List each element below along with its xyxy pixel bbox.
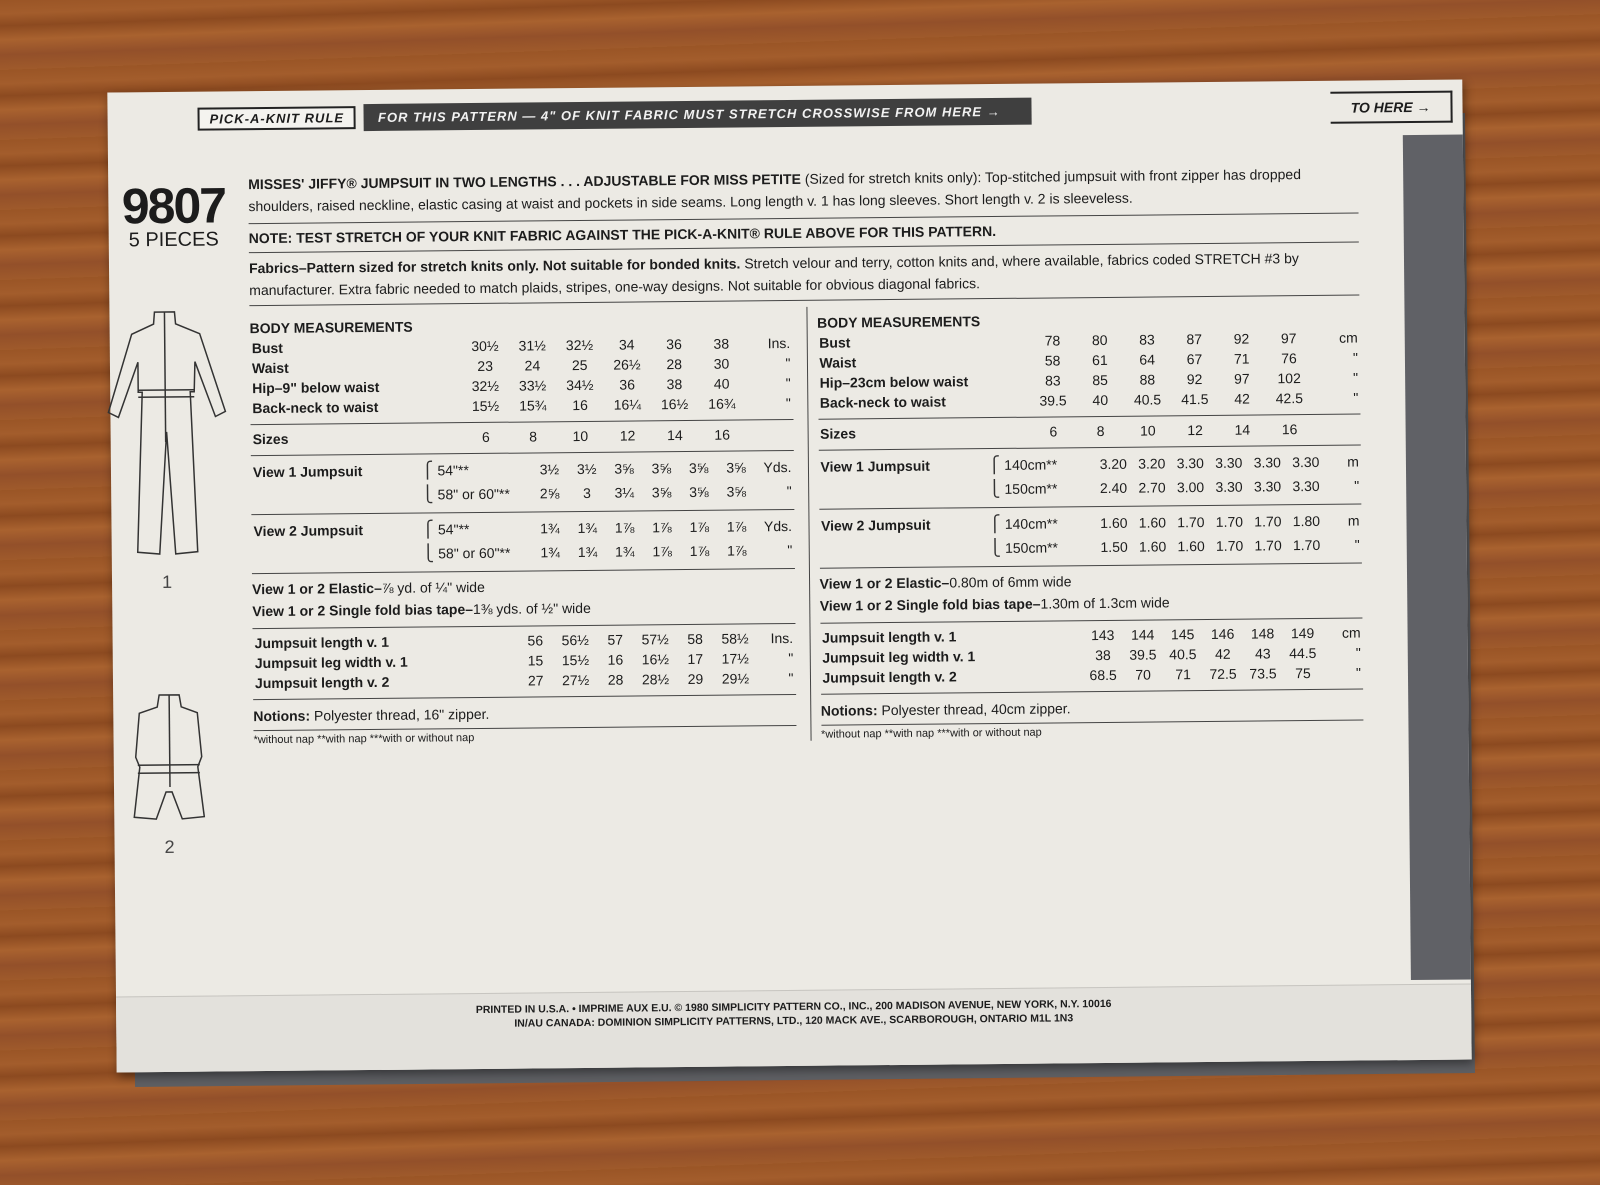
length-unit: " <box>1355 644 1361 661</box>
yardage-unit: " <box>1354 536 1360 553</box>
length-value: 17½ <box>721 650 749 667</box>
fabric-width: 140cm** <box>1004 515 1058 532</box>
fabric-width: 54"** <box>437 462 469 479</box>
short-jumpsuit-illustration <box>93 686 244 837</box>
imperial-body-table <box>250 333 793 418</box>
metric-view1-section <box>818 446 1361 510</box>
fabric-width: 58" or 60"** <box>438 544 511 562</box>
size-value: 8 <box>1096 422 1105 440</box>
measurement-value: 32½ <box>471 377 500 395</box>
metric-notions <box>821 689 1364 725</box>
yardage-value: 1.60 <box>1138 538 1167 555</box>
yardage-row <box>819 474 1362 503</box>
pick-a-knit-banner <box>197 92 1452 134</box>
elastic-value: ⅞ yd. of ¼" wide <box>381 578 485 596</box>
pattern-number-block <box>108 176 239 252</box>
printed-line-1: PRINTED IN U.S.A. • IMPRIME AUX E.U. © 1980 SIMPLICITY PATTERN CO., INC., 200 MADISON AVENUE, NEW YORK, N.Y. 10016 <box>475 997 1112 1017</box>
yardage-value: 3⅝ <box>726 483 747 500</box>
length-value: 56½ <box>561 631 589 649</box>
length-value: 39.5 <box>1129 646 1157 663</box>
metric-body-table <box>817 328 1360 413</box>
measurement-value: 32½ <box>565 336 594 354</box>
measurement-label: Back-neck to waist <box>252 398 379 417</box>
imperial-lengths-section <box>252 624 795 700</box>
measurement-unit: Ins. <box>767 334 791 352</box>
yardage-value: 1.70 <box>1215 537 1244 554</box>
measurement-row <box>818 388 1361 413</box>
length-unit: " <box>788 649 794 667</box>
metric-view1-yardage-table <box>818 450 1361 503</box>
measurement-value: 34½ <box>566 376 594 394</box>
yardage-value: 1⅞ <box>689 518 710 535</box>
length-spacer <box>432 651 516 672</box>
yardage-value: 3.30 <box>1292 453 1320 471</box>
yardage-view-label: View 2 Jumpsuit <box>820 516 931 534</box>
metric-body-heading: BODY MEASUREMENTS <box>816 313 981 331</box>
measurement-label: Hip–9" below waist <box>252 378 380 397</box>
brace-glyph: ⎩ <box>422 545 435 563</box>
yardage-value: 1.60 <box>1177 538 1205 555</box>
measurement-value: 30½ <box>471 337 499 355</box>
yardage-view-label <box>251 483 420 509</box>
yardage-value: 1⅞ <box>727 542 747 559</box>
length-value: 148 <box>1250 625 1275 642</box>
measurement-unit: cm <box>1338 329 1358 346</box>
measurement-value: 40 <box>1092 391 1109 409</box>
measurement-label: Waist <box>819 354 857 371</box>
measurement-value: 16¾ <box>708 395 736 412</box>
yardage-value: 1⅞ <box>652 543 672 560</box>
pick-a-knit-logo: PICK-A-KNIT RULE <box>197 106 356 131</box>
measurement-value: 31½ <box>518 337 546 354</box>
measurement-value: 83 <box>1139 331 1155 348</box>
yardage-view-label <box>252 542 421 568</box>
size-value: 16 <box>714 426 731 443</box>
yardage-unit: " <box>786 482 792 500</box>
yardage-view-label <box>819 477 987 503</box>
length-value: 40.5 <box>1169 646 1197 663</box>
length-value: 38 <box>1095 646 1111 664</box>
length-value: 73.5 <box>1249 665 1277 682</box>
measurement-value: 42 <box>1234 390 1250 407</box>
nap-footnote: *without nap **with nap ***with or without nap <box>253 732 475 747</box>
measurement-value: 42.5 <box>1275 390 1304 407</box>
bias-tape-value: 1⅜ yds. of ½" wide <box>472 599 591 618</box>
yardage-row <box>819 533 1362 562</box>
yardage-view-label: View 1 Jumpsuit <box>820 457 930 475</box>
yardage-value: 2⅝ <box>539 485 560 502</box>
length-unit: Ins. <box>770 629 794 647</box>
elastic-label: View 1 or 2 Elastic– <box>252 579 382 598</box>
imperial-view2-section <box>251 510 794 574</box>
size-value: 12 <box>619 427 636 444</box>
fabric-width: 150cm** <box>1004 480 1058 497</box>
yardage-unit: Yds. <box>763 517 793 535</box>
measurement-unit: " <box>785 354 791 372</box>
measurement-value: 30 <box>713 355 730 372</box>
yardage-value: 1.50 <box>1100 538 1128 556</box>
yardage-value: 3½ <box>539 461 560 478</box>
yardage-value: 3.30 <box>1253 478 1282 495</box>
fabric-width: 54"** <box>437 521 470 538</box>
measurement-value: 85 <box>1092 371 1108 389</box>
yardage-value: 3⅝ <box>688 459 709 476</box>
length-value: 44.5 <box>1289 644 1317 662</box>
yardage-unit: " <box>787 541 793 559</box>
long-jumpsuit-illustration <box>89 301 242 572</box>
measurement-value: 25 <box>571 356 588 374</box>
measurement-value: 16¼ <box>613 396 642 413</box>
yardage-value: 1.70 <box>1177 514 1205 531</box>
length-label: Jumpsuit length v. 2 <box>822 668 957 686</box>
measurement-unit: " <box>785 394 791 412</box>
length-value: 27 <box>527 672 544 689</box>
yardage-value: 1⅞ <box>652 519 672 536</box>
measurement-value: 76 <box>1281 350 1297 367</box>
imperial-view1-yardage-table <box>251 455 794 508</box>
brace-glyph: ⎩ <box>421 486 434 504</box>
yardage-value: 3¼ <box>614 484 635 501</box>
elastic-label: View 1 or 2 Elastic– <box>819 574 950 592</box>
brace-glyph: ⎩ <box>988 539 1002 558</box>
brace-glyph: ⎧ <box>421 462 434 480</box>
measurement-value: 33½ <box>518 377 547 394</box>
yardage-value: 1.70 <box>1254 537 1282 554</box>
yardage-value: 1.60 <box>1100 514 1128 532</box>
fabric-width: 58" or 60"** <box>437 485 510 503</box>
stretch-instruction: FOR THIS PATTERN — 4" OF KNIT FABRIC MUST STRETCH CROSSWISE FROM HERE → <box>364 97 1032 130</box>
measurement-value: 40 <box>713 375 730 392</box>
size-value: 12 <box>1187 422 1203 439</box>
measurement-unit: " <box>1353 369 1359 386</box>
metric-lengths-table <box>820 623 1363 688</box>
size-value: 14 <box>1234 421 1251 438</box>
fabric-width: 150cm** <box>1004 539 1059 556</box>
length-value: 29½ <box>721 670 750 687</box>
fabric-width: 140cm** <box>1004 456 1058 473</box>
view-2-label: 2 <box>164 836 175 858</box>
measurement-value: 15½ <box>471 397 500 415</box>
yardage-view-label: View 2 Jumpsuit <box>253 522 364 540</box>
imperial-view1-section <box>251 451 794 515</box>
brace-glyph: ⎧ <box>988 456 1001 475</box>
length-value: 15½ <box>561 651 590 669</box>
length-label: Jumpsuit leg width v. 1 <box>822 648 976 666</box>
measurement-value: 41.5 <box>1181 390 1209 408</box>
measurement-value: 16½ <box>660 395 689 413</box>
measurement-label: Waist <box>251 359 289 377</box>
brace-glyph: ⎧ <box>988 515 1001 534</box>
length-row <box>253 668 796 693</box>
yardage-value: 3.30 <box>1176 455 1204 472</box>
measurement-value: 38 <box>666 376 683 393</box>
pattern-envelope <box>107 80 1471 1073</box>
brace-glyph: ⎧ <box>421 521 435 539</box>
measurement-value: 71 <box>1233 350 1250 367</box>
length-unit: " <box>788 669 794 687</box>
yardage-value: 3⅝ <box>689 483 709 500</box>
length-value: 57 <box>607 631 624 648</box>
length-label: Jumpsuit length v. 1 <box>822 628 957 646</box>
envelope-gray-edge <box>1403 135 1471 981</box>
pattern-number: 9807 <box>121 177 226 235</box>
yardage-value: 1⅞ <box>689 542 710 559</box>
measurement-label: Bust <box>819 334 851 351</box>
yardage-value: 3.00 <box>1176 479 1205 496</box>
measurement-unit: " <box>1352 349 1359 366</box>
length-spacer <box>999 645 1083 666</box>
sizes-unit-spacer <box>746 424 794 444</box>
length-label: Jumpsuit leg width v. 1 <box>254 653 408 672</box>
measurement-value: 92 <box>1233 330 1250 347</box>
yardage-value: 3⅝ <box>726 459 746 476</box>
measurement-value: 26½ <box>613 356 641 373</box>
measurement-value: 92 <box>1186 371 1203 388</box>
pattern-details <box>248 163 1363 747</box>
length-value: 17 <box>687 650 704 667</box>
length-spacer <box>999 665 1083 686</box>
printed-line-2: IN/AU CANADA: DOMINION SIMPLICITY PATTERNS, LTD., 120 MACK AVE., SCARBOROUGH, ONTARIO M1L 1N3 <box>514 1012 1074 1030</box>
imperial-notions-extra <box>252 569 795 629</box>
length-value: 27½ <box>561 671 590 689</box>
length-spacer <box>432 671 516 692</box>
size-value: 10 <box>572 427 589 445</box>
length-value: 16 <box>607 651 624 668</box>
measurement-value: 78 <box>1044 332 1061 349</box>
yardage-unit: m <box>1347 453 1360 470</box>
measurement-unit: " <box>785 374 791 392</box>
yardage-unit: Yds. <box>763 458 792 476</box>
yardage-value: 3.30 <box>1215 454 1243 471</box>
yardage-value: 1¾ <box>577 519 598 537</box>
measurement-value: 83 <box>1044 372 1061 389</box>
length-value: 16½ <box>641 651 670 668</box>
measurement-value: 16 <box>572 396 588 414</box>
size-value: 6 <box>1049 423 1058 440</box>
measurement-value: 97 <box>1280 330 1297 347</box>
yardage-row <box>252 538 795 567</box>
description-text: (Sized for stretch knits only): Top-stitched jumpsuit with front zipper has dropped shoulders, raised neckline, elastic casing at waist and pockets in side seams. Long length v. 1 has long sleeves. Short length v. 2 is sleeveless. <box>248 166 1302 215</box>
bias-tape-line <box>820 590 1363 617</box>
measurement-label: Bust <box>251 339 283 357</box>
measurement-value: 97 <box>1234 370 1250 387</box>
metric-body-section <box>817 302 1361 420</box>
sizes-unit-spacer <box>1313 419 1361 439</box>
yardage-value: 3⅝ <box>651 460 672 477</box>
yardage-value: 3.20 <box>1138 455 1166 472</box>
yardage-view-label <box>819 536 987 562</box>
measurement-row <box>250 393 793 418</box>
length-unit: " <box>1355 664 1362 681</box>
yardage-unit: " <box>1354 477 1360 494</box>
metric-lengths-section <box>820 619 1363 695</box>
yardage-value: 1¾ <box>540 544 560 561</box>
length-value: 68.5 <box>1089 666 1117 684</box>
measurement-value: 28 <box>666 356 683 373</box>
length-value: 143 <box>1090 626 1115 644</box>
length-value: 29 <box>687 670 704 687</box>
to-here-mark: TO HERE → <box>1331 91 1453 124</box>
length-value: 42 <box>1214 645 1231 662</box>
yardage-row <box>251 479 794 508</box>
length-value: 58 <box>687 630 703 647</box>
yardage-value: 1¾ <box>540 520 560 537</box>
measurement-value: 36 <box>666 336 682 353</box>
metric-notions-extra <box>819 564 1362 624</box>
metric-chart <box>806 302 1364 741</box>
measurement-value: 23 <box>477 357 494 374</box>
length-value: 56 <box>527 632 544 649</box>
measurement-value: 24 <box>524 357 541 374</box>
imperial-body-heading: BODY MEASUREMENTS <box>249 318 413 337</box>
bias-tape-label: View 1 or 2 Single fold bias tape– <box>819 595 1041 614</box>
bias-tape-line <box>252 595 795 622</box>
length-value: 70 <box>1135 666 1151 683</box>
yardage-value: 1⅞ <box>614 519 635 536</box>
length-value: 72.5 <box>1209 665 1237 682</box>
measurement-value: 80 <box>1091 331 1108 349</box>
length-value: 144 <box>1130 626 1155 643</box>
yardage-value: 3⅝ <box>651 484 672 501</box>
measurement-unit: " <box>1353 389 1359 406</box>
length-value: 15 <box>527 652 544 669</box>
yardage-value: 3.20 <box>1099 455 1127 473</box>
length-value: 146 <box>1210 625 1235 642</box>
metric-sizes-table <box>818 419 1361 444</box>
imperial-lengths-table <box>253 628 796 693</box>
measurement-value: 36 <box>619 376 636 393</box>
view-1-sketch <box>89 301 242 593</box>
length-value: 43 <box>1254 645 1271 662</box>
notions-text: Polyester thread, 40cm zipper. <box>877 700 1071 719</box>
length-value: 149 <box>1290 624 1315 642</box>
notions-label: Notions: <box>253 707 311 725</box>
yardage-value: 3 <box>582 484 591 501</box>
description-title: MISSES' JIFFY® JUMPSUIT IN TWO LENGTHS . . . ADJUSTABLE FOR MISS PETITE <box>248 170 801 193</box>
length-value: 57½ <box>641 631 669 648</box>
yardage-value: 3.30 <box>1292 477 1320 495</box>
length-unit: cm <box>1341 624 1361 641</box>
metric-sizes-section <box>818 415 1361 451</box>
yardage-value: 3.30 <box>1215 478 1243 495</box>
yardage-unit: m <box>1347 512 1360 529</box>
measurement-value: 15¾ <box>519 397 547 414</box>
length-value: 58½ <box>721 630 749 647</box>
length-label: Jumpsuit length v. 2 <box>254 673 390 692</box>
imperial-sizes-table <box>251 424 794 449</box>
imperial-chart <box>249 307 796 746</box>
length-spacer <box>999 625 1083 646</box>
notions-text: Polyester thread, 16" zipper. <box>310 705 490 724</box>
yardage-value: 2.40 <box>1099 479 1128 497</box>
length-value: 28½ <box>641 671 670 688</box>
measurement-value: 67 <box>1186 351 1203 368</box>
elastic-value: 0.80m of 6mm wide <box>949 573 1072 591</box>
view-2-sketch <box>93 686 245 858</box>
yardage-value: 3½ <box>576 460 597 478</box>
bias-tape-value: 1.30m of 1.3cm wide <box>1040 594 1170 612</box>
fabrics-text: Stretch velour and terry, cotton knits and, where available, fabrics coded STRETCH #3 by manufacturer. Extra fabric needed to match plaids, stripes, one-way designs. Not suitable for obvious diagonal fabrics. <box>249 250 1299 299</box>
view-1-label: 1 <box>161 571 173 593</box>
size-value: 16 <box>1281 421 1298 438</box>
measurement-value: 88 <box>1139 371 1156 388</box>
yardage-value: 2.70 <box>1138 479 1166 496</box>
imperial-body-section <box>249 307 793 425</box>
metric-view2-section <box>819 505 1362 569</box>
yardage-value: 1¾ <box>577 543 598 561</box>
yardage-value: 3.30 <box>1253 454 1281 471</box>
yardage-value: 3⅝ <box>614 460 634 477</box>
yardage-value: 1.80 <box>1292 512 1321 530</box>
length-value: 28 <box>607 671 624 688</box>
yardage-value: 1.70 <box>1215 513 1244 530</box>
measurement-label: Hip–23cm below waist <box>819 373 969 391</box>
metric-view2-yardage-table <box>819 509 1362 562</box>
sizes-label: Sizes <box>252 430 289 448</box>
measurement-value: 34 <box>618 336 635 353</box>
length-value: 71 <box>1175 666 1191 683</box>
size-value: 8 <box>529 428 538 445</box>
length-label: Jumpsuit length v. 1 <box>254 633 390 652</box>
measurement-value: 87 <box>1186 331 1203 348</box>
nap-footnote: *without nap **with nap ***with or without nap <box>820 726 1042 741</box>
fabrics-info <box>249 243 1359 307</box>
sizes-row <box>251 424 794 449</box>
size-value: 14 <box>667 427 683 444</box>
piece-count: 5 PIECES <box>128 228 219 252</box>
measurement-value: 61 <box>1092 351 1108 369</box>
bias-tape-label: View 1 or 2 Single fold bias tape– <box>252 601 474 620</box>
yardage-value: 1⅞ <box>726 518 747 535</box>
sizes-label: Sizes <box>820 425 857 442</box>
yardage-value: 1.60 <box>1138 514 1167 531</box>
measurement-label: Back-neck to waist <box>819 393 946 411</box>
yardage-value: 1.70 <box>1254 513 1282 530</box>
length-value: 145 <box>1170 626 1195 643</box>
size-value: 10 <box>1139 422 1156 439</box>
measurement-value: 39.5 <box>1039 392 1067 409</box>
yardage-value: 1.70 <box>1292 536 1321 554</box>
measurement-value: 64 <box>1139 351 1156 368</box>
measurement-value: 102 <box>1277 370 1301 387</box>
yardage-value: 1¾ <box>615 543 635 560</box>
measurement-value: 58 <box>1044 352 1061 369</box>
measurement-columns <box>249 302 1363 747</box>
yardage-view-label: View 1 Jumpsuit <box>252 463 363 481</box>
length-row <box>820 663 1363 688</box>
measurement-value: 38 <box>713 335 730 352</box>
stretch-note: NOTE: TEST STRETCH OF YOUR KNIT FABRIC AGAINST THE PICK-A-KNIT® RULE ABOVE FOR THIS PATTERN. <box>249 214 1359 254</box>
brace-glyph: ⎩ <box>988 480 1001 499</box>
size-value: 6 <box>481 428 490 445</box>
fabrics-bold: Fabrics–Pattern sized for stretch knits only. Not suitable for bonded knits. <box>248 255 741 277</box>
measurement-value: 40.5 <box>1133 391 1162 408</box>
imperial-view2-yardage-table <box>251 514 794 567</box>
sizes-row <box>818 419 1361 444</box>
length-value: 75 <box>1295 665 1311 682</box>
length-spacer <box>431 631 515 652</box>
notions-label: Notions: <box>820 702 878 719</box>
